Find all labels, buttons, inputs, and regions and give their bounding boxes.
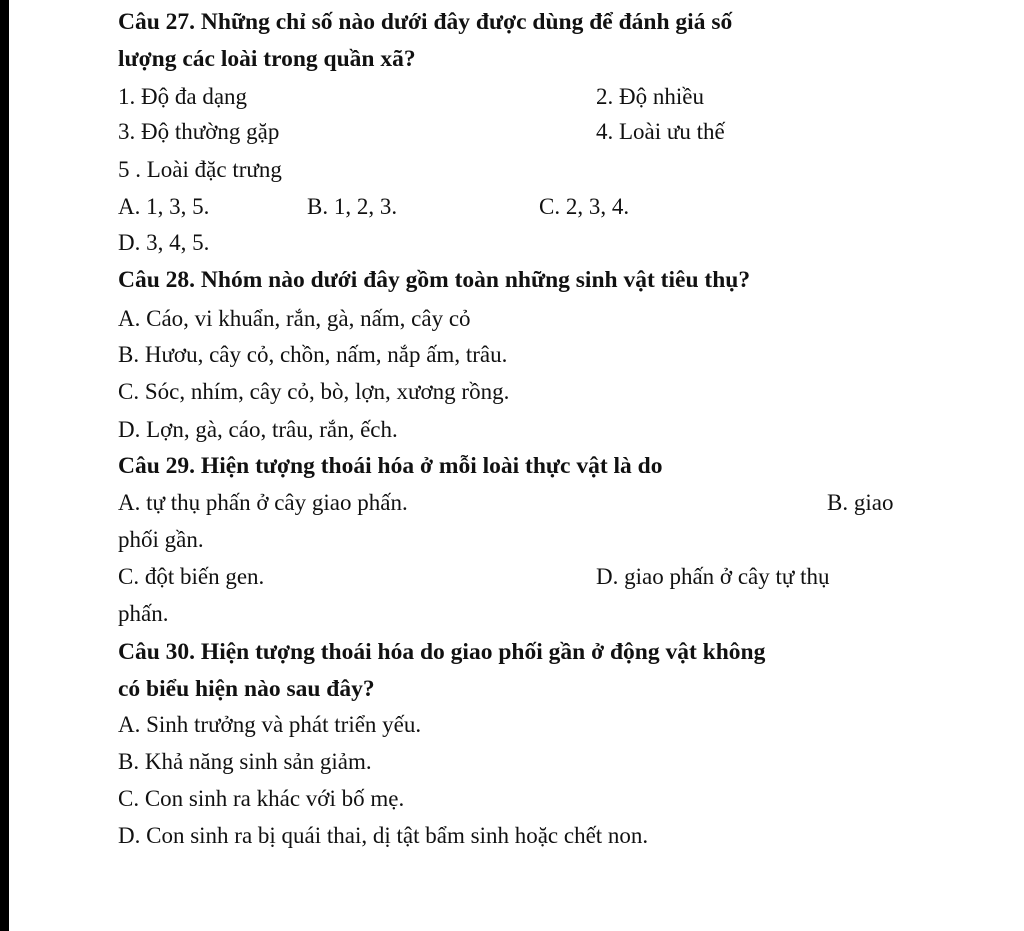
question-30-title-cont: có biểu hiện nào sau đây?	[118, 676, 375, 702]
q27-item-2: 2. Độ nhiều	[596, 84, 704, 109]
q27-option-c: C. 2, 3, 4.	[539, 194, 630, 219]
question-30-title: Câu 30. Hiện tượng thoái hóa do giao phối gần ở động vật không	[118, 639, 766, 665]
q28-option-c: C. Sóc, nhím, cây cỏ, bò, lợn, xương rồng.	[118, 379, 510, 404]
q29-option-d: D. giao phấn ở cây tự thụ	[596, 564, 830, 589]
q27-item-5: 5 . Loài đặc trưng	[118, 157, 282, 182]
q29-option-a: A. tự thụ phấn ở cây giao phấn.	[118, 490, 408, 515]
q29-option-c: C. đột biến gen.	[118, 564, 265, 589]
q27-option-b: B. 1, 2, 3.	[307, 194, 398, 219]
q27-item-1: 1. Độ đa dạng	[118, 84, 248, 109]
question-29-title: Câu 29. Hiện tượng thoái hóa ở mỗi loài thực vật là do	[118, 453, 663, 479]
q29-option-b-cont: phối gần.	[118, 527, 204, 552]
q30-option-d: D. Con sinh ra bị quái thai, dị tật bẩm sinh hoặc chết non.	[118, 823, 649, 848]
q29-option-d-cont: phấn.	[118, 601, 169, 626]
q27-option-d: D. 3, 4, 5.	[118, 230, 210, 255]
q27-item-4: 4. Loài ưu thế	[596, 119, 725, 144]
q30-option-c: C. Con sinh ra khác với bố mẹ.	[118, 786, 405, 811]
question-27-title: Câu 27. Những chỉ số nào dưới đây được dùng để đánh giá số	[118, 9, 733, 35]
question-27-title-cont: lượng các loài trong quần xã?	[118, 46, 416, 72]
question-28-title: Câu 28. Nhóm nào dưới đây gồm toàn những sinh vật tiêu thụ?	[118, 267, 751, 293]
q27-option-a: A. 1, 3, 5.	[118, 194, 210, 219]
q29-option-b: B. giao	[827, 490, 894, 515]
q30-option-b: B. Khả năng sinh sản giảm.	[118, 749, 372, 774]
q28-option-a: A. Cáo, vi khuẩn, rắn, gà, nấm, cây cỏ	[118, 306, 471, 331]
q28-option-d: D. Lợn, gà, cáo, trâu, rắn, ếch.	[118, 417, 398, 442]
q30-option-a: A. Sinh trưởng và phát triển yếu.	[118, 712, 422, 737]
q28-option-b: B. Hươu, cây cỏ, chồn, nấm, nắp ấm, trâu.	[118, 342, 508, 367]
q27-item-3: 3. Độ thường gặp	[118, 119, 280, 144]
document-page	[9, 0, 1024, 931]
